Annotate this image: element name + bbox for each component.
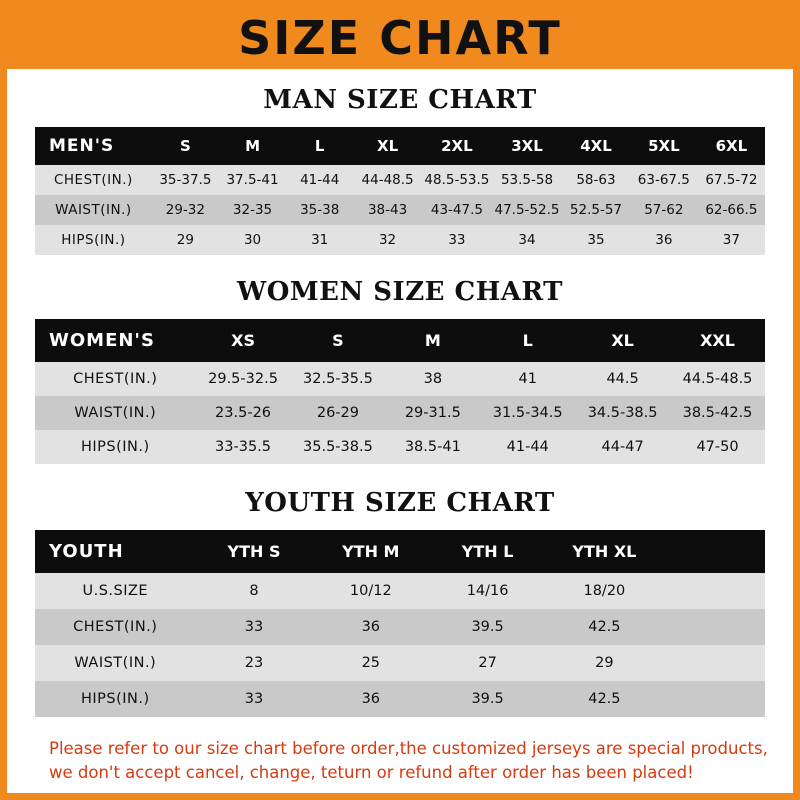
table-cell: 44-48.5: [353, 165, 422, 195]
table-cell: 36: [312, 681, 429, 717]
row-label: CHEST(IN.): [35, 609, 196, 645]
table-row: [35, 681, 765, 717]
table-cell: 23.5-26: [196, 396, 291, 430]
table-header-cell: 3XL: [492, 127, 562, 165]
table-cell: 29-32: [152, 195, 219, 225]
table-cell: 47-50: [670, 430, 765, 464]
table-header-cell: YTH S: [196, 530, 313, 573]
table-cell: 35.5-38.5: [290, 430, 385, 464]
table-cell: 52.5-57: [562, 195, 630, 225]
table-header-cell: 2XL: [422, 127, 492, 165]
table-cell: 58-63: [562, 165, 630, 195]
order-policy-note: [49, 737, 768, 785]
table-cell: 14/16: [429, 573, 546, 609]
table-cell: 39.5: [429, 681, 546, 717]
table-cell: 18/20: [546, 573, 663, 609]
table-cell: 67.5-72: [698, 165, 765, 195]
table-header-cell: YOUTH: [35, 530, 196, 573]
table-header-cell: S: [290, 319, 385, 362]
table-header-cell: M: [385, 319, 480, 362]
table-row: [35, 165, 765, 195]
table-row: [35, 609, 765, 645]
page-banner: [7, 7, 793, 69]
table-header-row: [35, 127, 765, 165]
table-cell: 29.5-32.5: [196, 362, 291, 396]
table-cell: 37: [698, 225, 765, 255]
table-header-cell: [663, 530, 765, 573]
youth-section-title: YOUTH SIZE CHART: [245, 488, 555, 518]
note-line-1: Please refer to our size chart before order,the customized jerseys are special products,: [49, 739, 768, 758]
table-cell: 37.5-41: [219, 165, 286, 195]
table-cell: 25: [312, 645, 429, 681]
table-cell: 32-35: [219, 195, 286, 225]
table-cell: 27: [429, 645, 546, 681]
note-line-2: we don't accept cancel, change, teturn or refund after order has been placed!: [49, 762, 694, 782]
table-cell: 31: [286, 225, 353, 255]
table-header-cell: M: [219, 127, 286, 165]
table-cell: 38: [385, 362, 480, 396]
table-cell: 35: [562, 225, 630, 255]
row-label: HIPS(IN.): [35, 430, 196, 464]
row-label: WAIST(IN.): [35, 195, 152, 225]
table-header-row: [35, 319, 765, 362]
table-cell: 36: [312, 609, 429, 645]
table-cell: 38.5-41: [385, 430, 480, 464]
table-cell: 36: [630, 225, 698, 255]
table-row: [35, 430, 765, 464]
row-label: HIPS(IN.): [35, 225, 152, 255]
table-row: [35, 573, 765, 609]
table-cell: 33: [422, 225, 492, 255]
table-header-cell: YTH L: [429, 530, 546, 573]
table-header-cell: 6XL: [698, 127, 765, 165]
table-cell: [663, 645, 765, 681]
table-header-cell: S: [152, 127, 219, 165]
row-label: HIPS(IN.): [35, 681, 196, 717]
table-cell: 41-44: [480, 430, 575, 464]
table-header-cell: YTH M: [312, 530, 429, 573]
women-size-table: [35, 319, 765, 464]
table-cell: 29: [546, 645, 663, 681]
table-cell: 41-44: [286, 165, 353, 195]
table-cell: 44-47: [575, 430, 670, 464]
table-cell: 32.5-35.5: [290, 362, 385, 396]
table-cell: 10/12: [312, 573, 429, 609]
table-header-cell: WOMEN'S: [35, 319, 196, 362]
table-cell: 29: [152, 225, 219, 255]
table-cell: 41: [480, 362, 575, 396]
table-header-cell: L: [286, 127, 353, 165]
table-cell: 39.5: [429, 609, 546, 645]
table-cell: 33: [196, 681, 313, 717]
table-header-cell: XXL: [670, 319, 765, 362]
table-header-cell: XL: [353, 127, 422, 165]
man-size-table: [35, 127, 765, 255]
table-header-cell: XL: [575, 319, 670, 362]
table-row: [35, 396, 765, 430]
table-cell: 26-29: [290, 396, 385, 430]
table-header-cell: XS: [196, 319, 291, 362]
table-cell: 62-66.5: [698, 195, 765, 225]
table-cell: 33-35.5: [196, 430, 291, 464]
table-cell: 63-67.5: [630, 165, 698, 195]
table-cell: 48.5-53.5: [422, 165, 492, 195]
table-cell: 30: [219, 225, 286, 255]
table-row: [35, 645, 765, 681]
table-cell: 31.5-34.5: [480, 396, 575, 430]
row-label: CHEST(IN.): [35, 362, 196, 396]
table-cell: 35-37.5: [152, 165, 219, 195]
youth-size-table: [35, 530, 765, 717]
table-row: [35, 225, 765, 255]
man-section-title: MAN SIZE CHART: [263, 85, 537, 115]
table-header-row: [35, 530, 765, 573]
table-cell: 47.5-52.5: [492, 195, 562, 225]
row-label: U.S.SIZE: [35, 573, 196, 609]
table-cell: [663, 609, 765, 645]
table-cell: 34: [492, 225, 562, 255]
table-cell: 35-38: [286, 195, 353, 225]
table-cell: 57-62: [630, 195, 698, 225]
table-cell: 42.5: [546, 681, 663, 717]
women-section-title: WOMEN SIZE CHART: [237, 277, 563, 307]
table-cell: 44.5: [575, 362, 670, 396]
table-cell: 53.5-58: [492, 165, 562, 195]
table-cell: 42.5: [546, 609, 663, 645]
table-cell: 38.5-42.5: [670, 396, 765, 430]
chart-content: [7, 85, 793, 785]
table-cell: 33: [196, 609, 313, 645]
table-cell: 44.5-48.5: [670, 362, 765, 396]
table-row: [35, 195, 765, 225]
table-header-cell: YTH XL: [546, 530, 663, 573]
table-cell: 43-47.5: [422, 195, 492, 225]
table-cell: [663, 681, 765, 717]
row-label: WAIST(IN.): [35, 396, 196, 430]
table-cell: 34.5-38.5: [575, 396, 670, 430]
table-header-cell: L: [480, 319, 575, 362]
table-header-cell: 4XL: [562, 127, 630, 165]
table-cell: 23: [196, 645, 313, 681]
row-label: WAIST(IN.): [35, 645, 196, 681]
table-row: [35, 362, 765, 396]
table-cell: 29-31.5: [385, 396, 480, 430]
table-cell: 8: [196, 573, 313, 609]
row-label: CHEST(IN.): [35, 165, 152, 195]
table-header-cell: MEN'S: [35, 127, 152, 165]
table-cell: 38-43: [353, 195, 422, 225]
table-header-cell: 5XL: [630, 127, 698, 165]
page-title: SIZE CHART: [238, 11, 562, 65]
table-cell: [663, 573, 765, 609]
table-cell: 32: [353, 225, 422, 255]
